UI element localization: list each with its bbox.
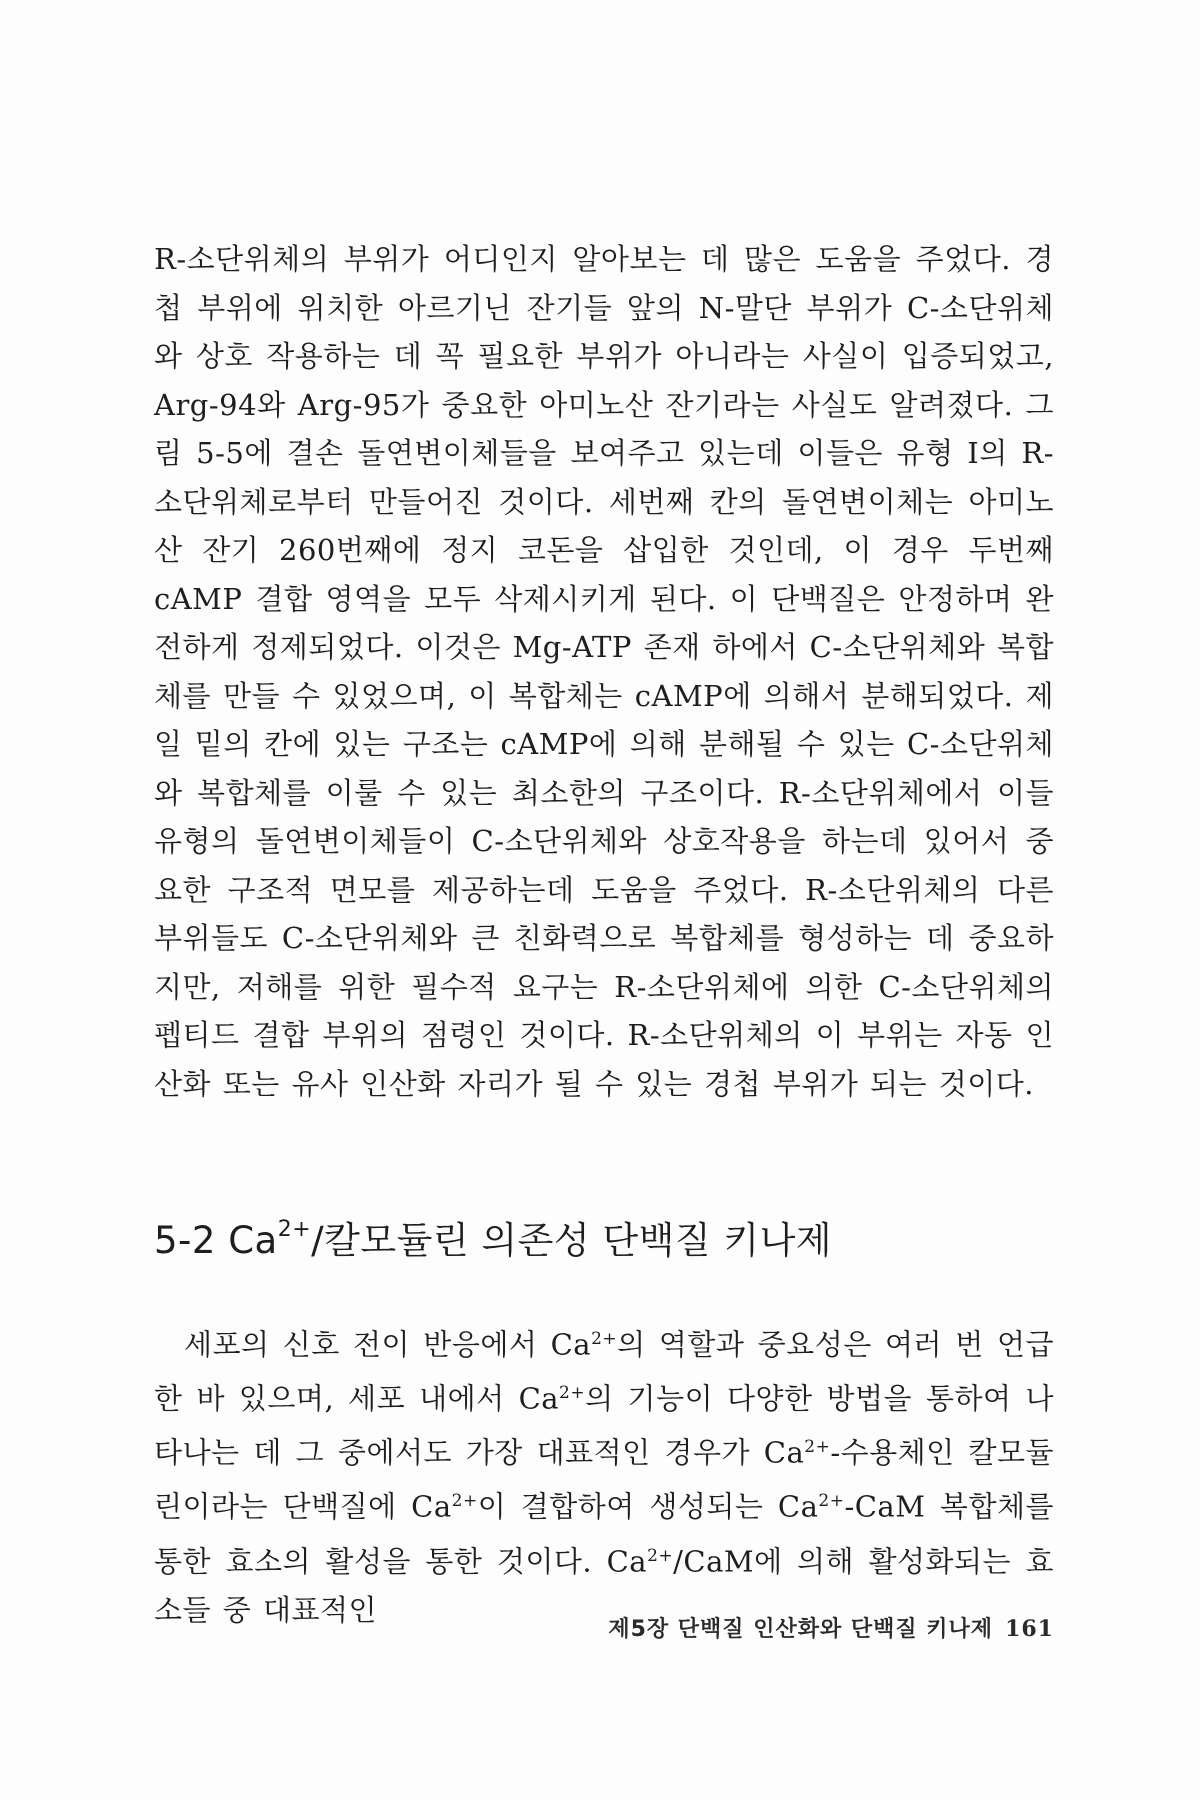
page-number: 161	[1005, 1616, 1054, 1642]
calcium-charge-superscript: 2+	[451, 1491, 478, 1512]
calcium-charge-superscript: 2+	[804, 1437, 831, 1458]
calcium-charge-superscript: 2+	[818, 1491, 845, 1512]
section-heading-superscript: 2+	[277, 1216, 312, 1242]
calcium-charge-superscript: 2+	[559, 1383, 586, 1404]
calcium-charge-superscript: 2+	[647, 1545, 674, 1566]
section-heading-title: /칼모듈린 의존성 단백질 키나제	[311, 1219, 833, 1262]
body-paragraph-1: R-소단위체의 부위가 어디인지 알아보는 데 많은 도움을 주었다. 경첩 부위에 위치한 아르기닌 잔기들 앞의 N-말단 부위가 C-소단위체와 상호 작용하는 데 꼭 필요한 부위가 아니라는 사실이 입증되었고, Arg-94와 Arg-95가 중요한 아미노산 잔기라는 사실도 알려졌다. 그림 5-5에 결손 돌연변이체들을 보여주고 있는데 이들은 유형 I의 R-소단위체로부터 만들어진 것이다. 세번째 칸의 돌연변이체는 아미노산 잔기 260번째에 정지 코돈을 삽입한 것인데, 이 경우 두번째 cAMP 결합 영역을 모두 삭제시키게 된다. 이 단백질은 안정하며 완전하게 정제되었다. 이것은 Mg-ATP 존재 하에서 C-소단위체와 복합체를 만들 수 있었으며, 이 복합체는 cAMP에 의해서 분해되었다. 제일 밑의 칸에 있는 구조는 cAMP에 의해 분해될 수 있는 C-소단위체와 복합체를 이룰 수 있는 최소한의 구조이다. R-소단위체에서 이들 유형의 돌연변이체들이 C-소단위체와 상호작용을 하는데 있어서 중요한 구조적 면모를 제공하는데 도움을 주었다. R-소단위체의 다른 부위들도 C-소단위체와 큰 친화력으로 복합체를 형성하는 데 중요하지만, 저해를 위한 필수적 요구는 R-소단위체에 의한 C-소단위체의 펩티드 결합 부위의 점령인 것이다. R-소단위체의 이 부위는 자동 인산화 또는 유사 인산화 자리가 될 수 있는 경첩 부위가 되는 것이다.	[154, 242, 1054, 1101]
section-heading	[154, 1210, 832, 1264]
body-paragraph-2: 세포의 신호 전이 반응에서 $Ca^{2+}$의 역할과 중요성은 여러 번 언급한 바 있으며, 세포 내에서 $Ca^{2+}$의 기능이 다양한 방법을 통하여 나타나는 데 그 중에서도 가장 대표적인 경우가 $Ca^{2+}-$수용체인 칼모듈린이라는 단백질에 $Ca^{2+}$이 결합하여 생성되는 $Ca^{2+}$-CaM 복합체를 통한 효소의 활성을 통한 것이다. $Ca^{2+}$/CaM에 의해 활성화되는 효소들 중 대표적인	[154, 1327, 1054, 1627]
section-heading-prefix: Ca	[228, 1219, 278, 1262]
chapter-title: 제5장 단백질 인산화와 단백질 키나제	[608, 1617, 994, 1642]
calcium-charge-superscript: 2+	[591, 1329, 618, 1349]
page-footer	[608, 1612, 1054, 1643]
section-number: 5-2	[154, 1219, 216, 1262]
